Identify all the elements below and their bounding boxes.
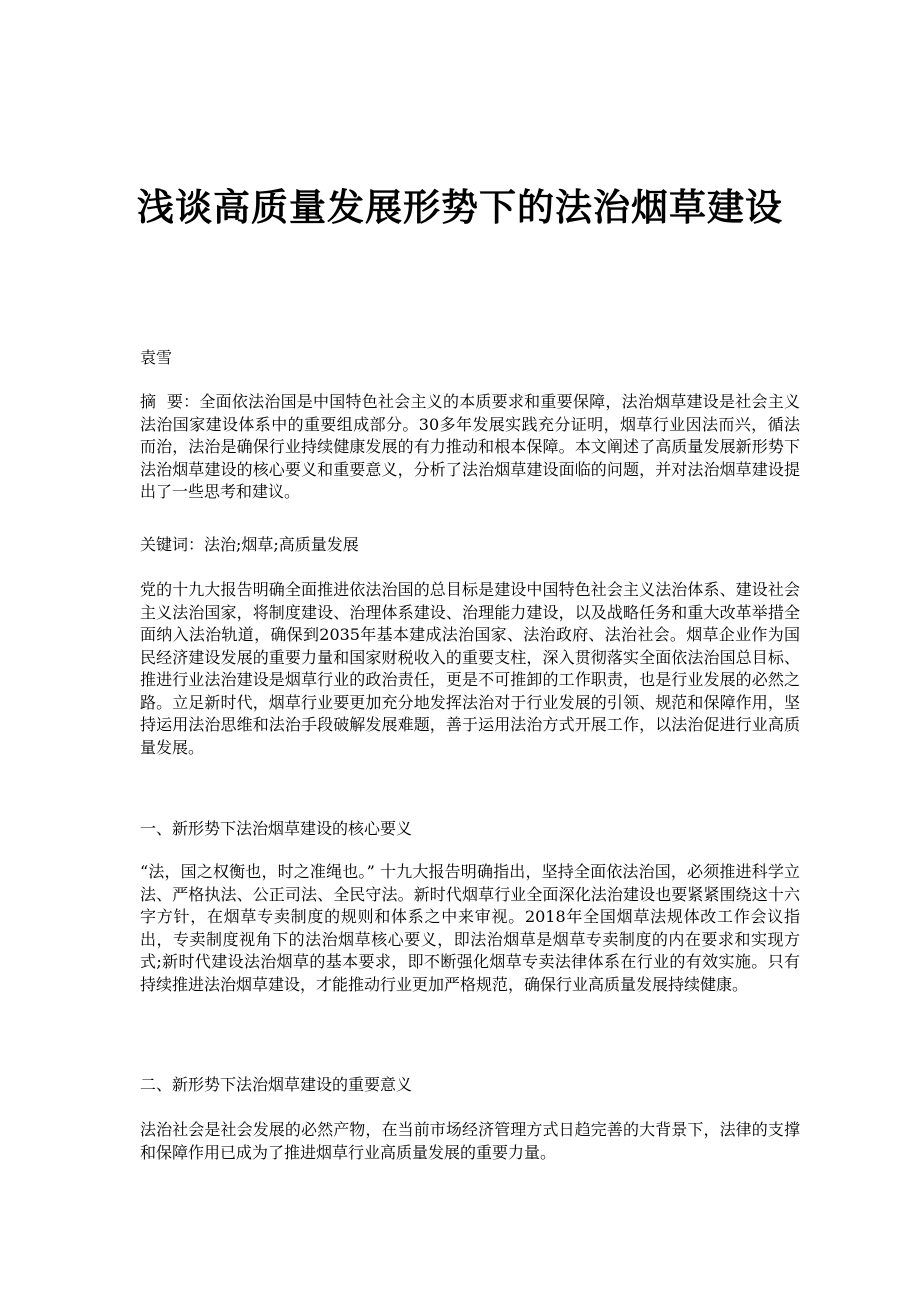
abstract-text: 全面依法治国是中国特色社会主义的本质要求和重要保障，法治烟草建设是社会主义法治国家建设体系中的重要组成部分。30多年发展实践充分证明，烟草行业因法而兴，循法而治，法治是确保行业持续健康发展的有力推动和根本保障。本文阐述了高质量发展新形势下法治烟草建设的核心要义和重要意义，分析了法治烟草建设面临的问题，并对法治烟草建设提出了一些思考和建议。	[140, 392, 800, 501]
intro-paragraph: 党的十九大报告明确全面推进依法治国的总目标是建设中国特色社会主义法治体系、建设社会主义法治国家，将制度建设、治理体系建设、治理能力建设，以及战略任务和重大改革举措全面纳入法治轨道，确保到2035年基本建成法治国家、法治政府、法治社会。烟草企业作为国民经济建设发展的重要力量和国家财税收入的重要支柱，深入贯彻落实全面依法治国总目标、推进行业法治建设是烟草行业的政治责任，更是不可推卸的工作职责，也是行业发展的必然之路。立足新时代，烟草行业要更加充分地发挥法治对于行业发展的引领、规范和保障作用，坚持运用法治思维和法治手段破解发展难题，善于运用法治方式开展工作，以法治促进行业高质量发展。	[140, 580, 800, 757]
keywords-text: 法治;烟草;高质量发展	[204, 535, 359, 554]
section-1-heading: 一、新形势下法治烟草建设的核心要义	[140, 819, 413, 838]
section-2-heading: 二、新形势下法治烟草建设的重要意义	[140, 1075, 413, 1094]
abstract-paragraph	[140, 391, 800, 504]
document-title: 浅谈高质量发展形势下的法治烟草建设	[137, 185, 783, 229]
section-2-paragraph: 法治社会是社会发展的必然产物，在当前市场经济管理方式日趋完善的大背景下，法律的支撑和保障作用已成为了推进烟草行业高质量发展的重要力量。	[140, 1120, 800, 1162]
keywords-line	[140, 534, 800, 557]
keywords-label: 关键词：	[140, 535, 205, 554]
section-1-paragraph: “法，国之权衡也，时之准绳也。” 十九大报告明确指出，坚持全面依法治国，必须推进科学立法、严格执法、公正司法、全民守法。新时代烟草行业全面深化法治建设也要紧紧围绕这十六字方针，在烟草专卖制度的规则和体系之中来审视。2018年全国烟草法规体改工作会议指出，专卖制度视角下的法治烟草核心要义，即法治烟草是烟草专卖制度的内在要求和实现方式;新时代建设法治烟草的基本要求，即不断强化烟草专卖法律体系在行业的有效实施。只有持续推进法治烟草建设，才能推动行业更加严格规范，确保行业高质量发展持续健康。	[140, 862, 800, 994]
author-name: 袁雪	[140, 348, 173, 367]
abstract-label: 摘 要：	[140, 392, 200, 411]
